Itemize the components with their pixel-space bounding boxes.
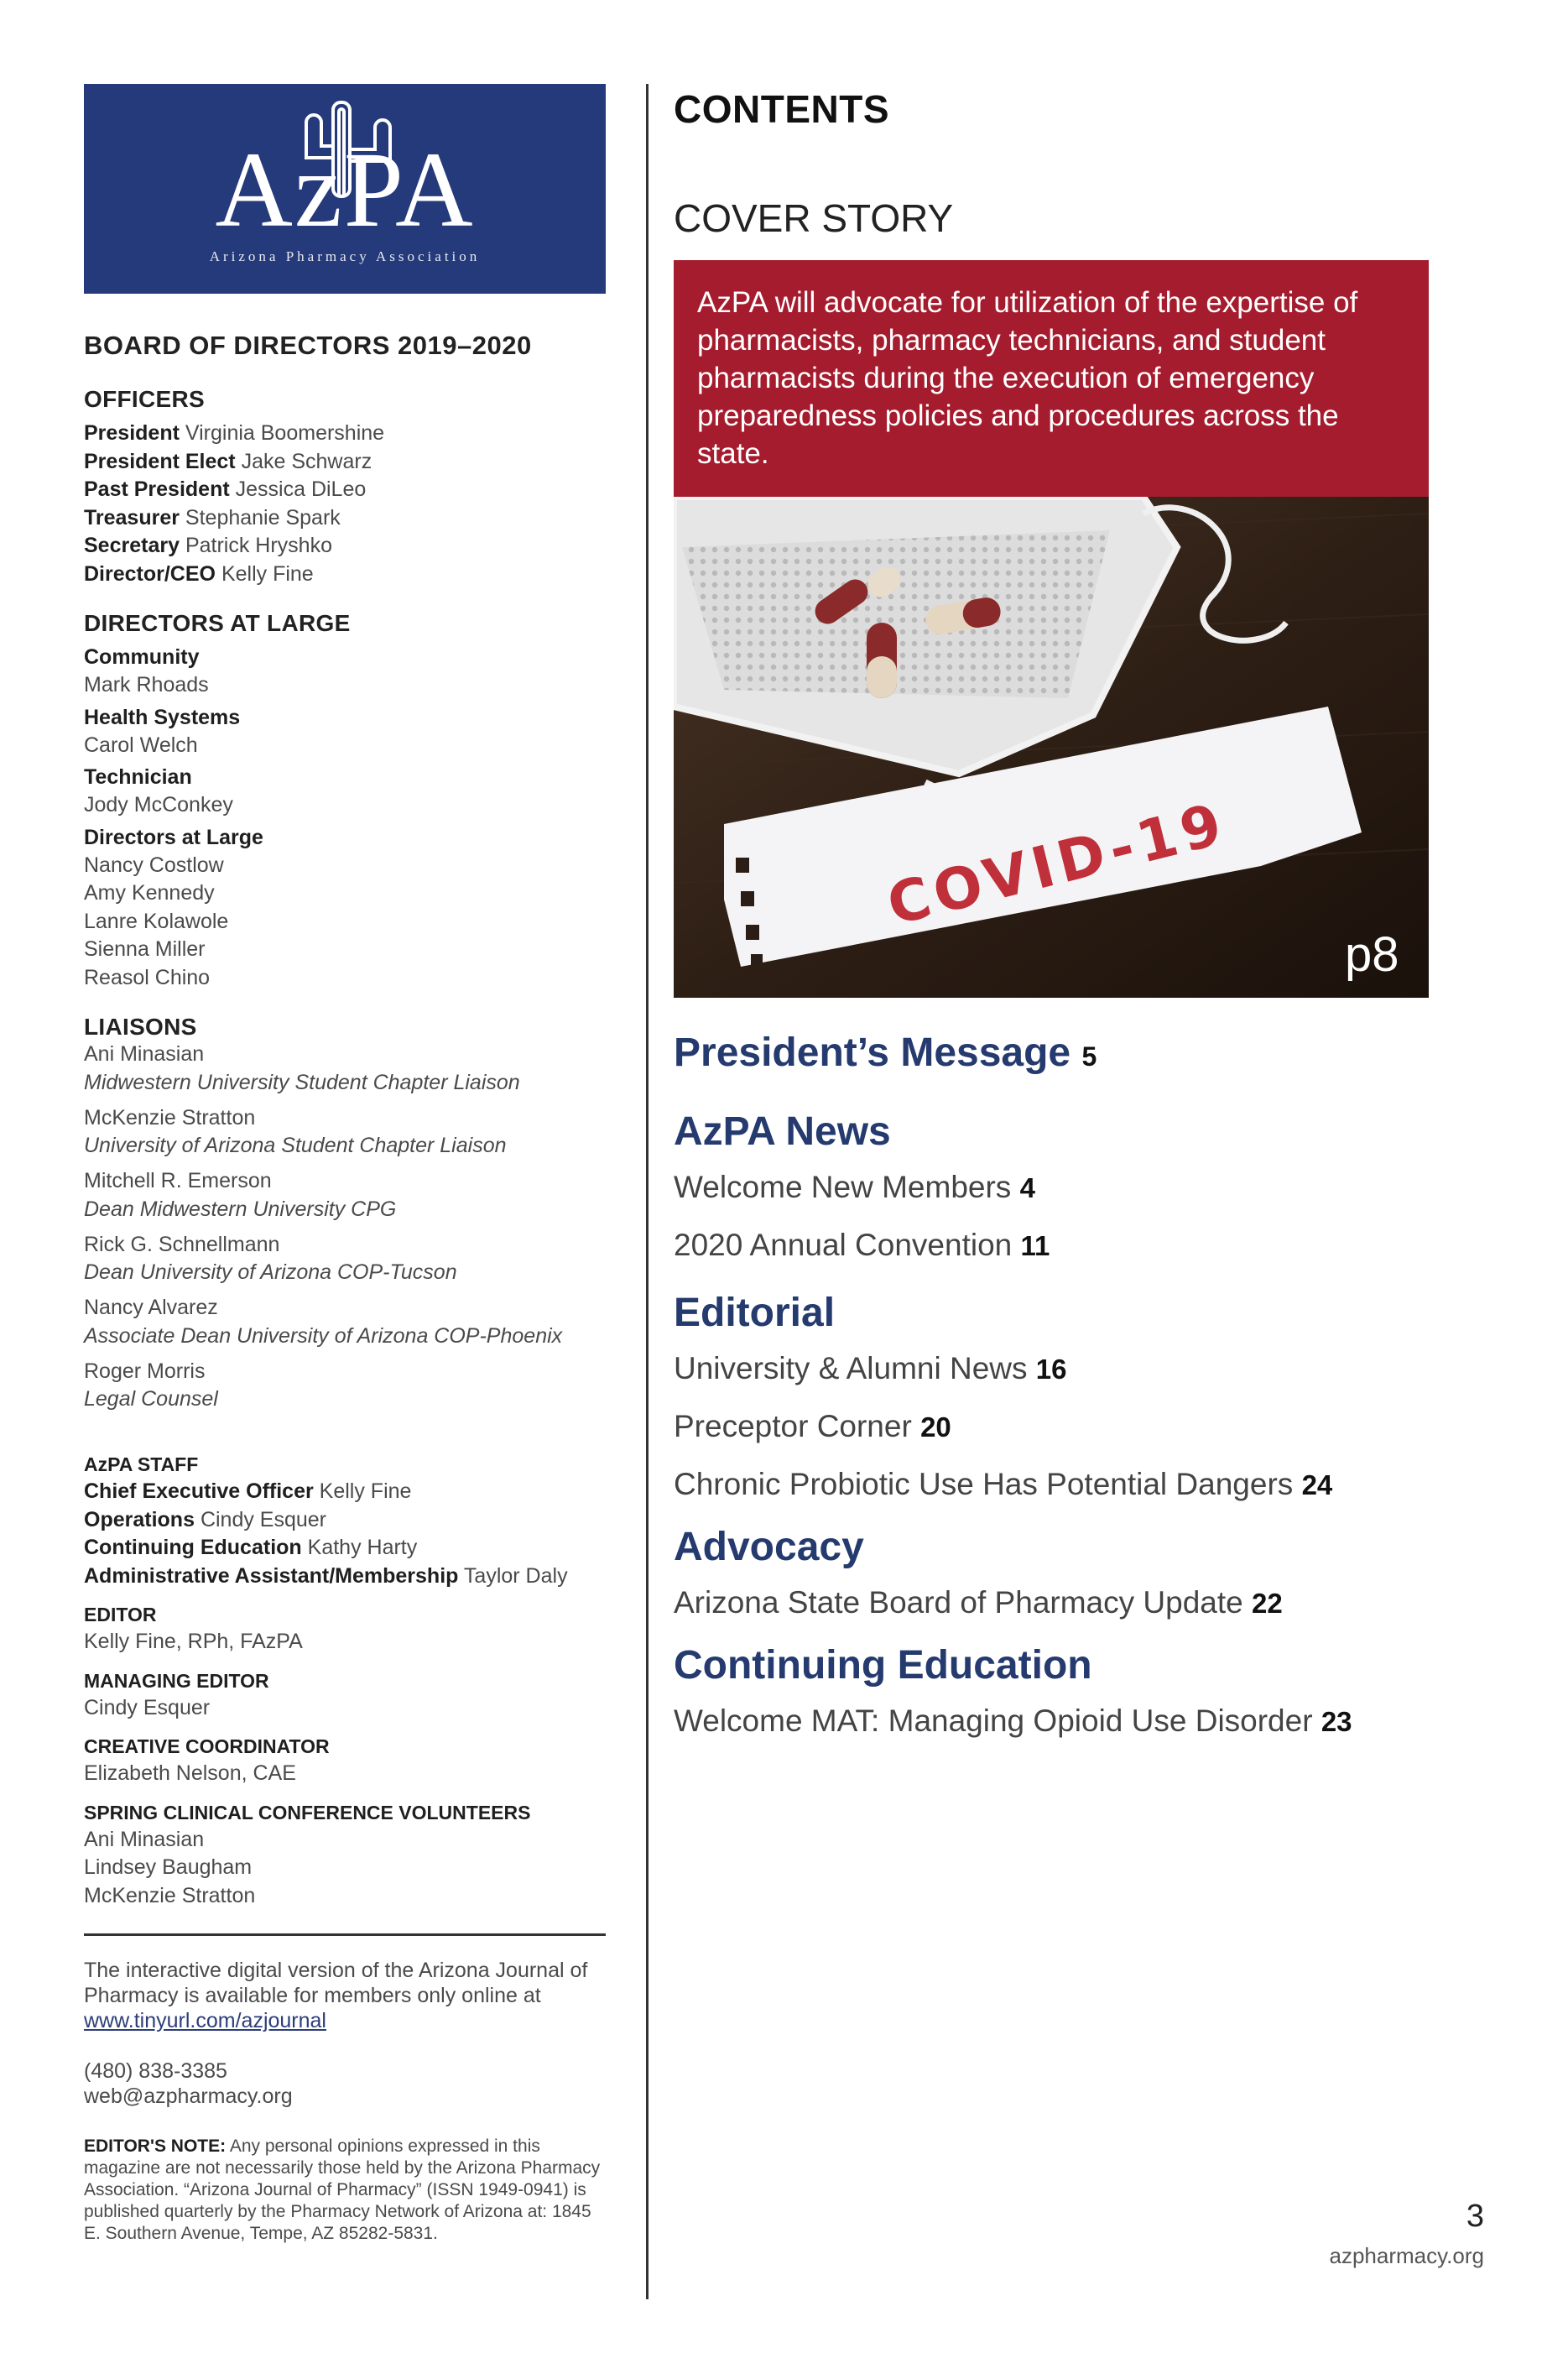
editors-note: EDITOR'S NOTE: Any personal opinions expressed in this magazine are not necessarily those held by the Arizona Pharmacy Association. “Arizona Journal of Pharmacy” (ISSN 1949-0941) is published quarterly by the Pharmacy Network of Arizona at: 1845 E. Southern Avenue, Tempe, AZ 85282-5831.	[84, 2136, 601, 2243]
toc-list	[674, 1028, 1429, 1742]
creative-coordinator-name: Elizabeth Nelson, CAE	[84, 1761, 296, 1785]
toc-item[interactable]: University & Alumni News 16	[674, 1351, 1067, 1385]
liaison-entry: Rick G. Schnellmann Dean University of Arizona COP-Tucson	[84, 1232, 457, 1284]
contact-email[interactable]: web@azpharmacy.org	[84, 2084, 293, 2108]
toc-item[interactable]: 2020 Annual Convention 11	[674, 1228, 1050, 1262]
managing-editor-name: Cindy Esquer	[84, 1695, 211, 1719]
director-group: Health Systems	[84, 705, 241, 729]
staff-row: Administrative Assistant/Membership Taylor Daly	[84, 1563, 568, 1588]
digital-version-note: The interactive digital version of the Arizona Journal of Pharmacy is available for members only online at www.tinyurl.com/azjournal	[84, 1959, 588, 2032]
contents-column	[674, 84, 1429, 1742]
director-name: Amy Kennedy	[84, 881, 215, 905]
director-name: Nancy Costlow	[84, 853, 224, 877]
officer-row: Secretary Patrick Hryshko	[84, 534, 332, 557]
staff-row: Continuing Education Kathy Harty	[84, 1536, 418, 1559]
cover-photo	[674, 497, 1429, 998]
officer-row: Past President Jessica DiLeo	[84, 477, 367, 501]
toc-item[interactable]: Arizona State Board of Pharmacy Update 22	[674, 1585, 1283, 1620]
cover-page-label: p8	[1345, 927, 1399, 982]
staff-list	[84, 1478, 606, 1590]
covid-note-text: COVID-19	[881, 790, 1233, 939]
liaisons-list	[84, 1041, 606, 1413]
director-name: Carol Welch	[84, 733, 198, 757]
liaisons-heading: LIAISONS	[84, 1014, 197, 1040]
officer-row: Treasurer Stephanie Spark	[84, 505, 341, 530]
director-name: Jody McConkey	[84, 793, 233, 817]
cover-story-text: AzPA will advocate for utilization of the expertise of pharmacists, pharmacy technicians, and student pharmacists during the execution of emergency preparedness policies and procedures across the state.	[674, 260, 1429, 497]
toc-item[interactable]: Chronic Probiotic Use Has Potential Dangers 24	[674, 1467, 1333, 1501]
masthead-column	[84, 84, 606, 2245]
phone-number: (480) 838-3385	[84, 2059, 227, 2083]
contents-title: CONTENTS	[674, 87, 889, 131]
director-group: Directors at Large	[84, 825, 263, 849]
officer-row: Director/CEO Kelly Fine	[84, 561, 314, 586]
director-group: Technician	[84, 765, 192, 789]
logo-subtitle: Arizona Pharmacy Association	[209, 248, 481, 264]
journal-link[interactable]: www.tinyurl.com/azjournal	[84, 2009, 326, 2032]
cover-story[interactable]	[674, 260, 1429, 998]
cactus-icon	[281, 99, 407, 200]
azpa-logo	[84, 84, 606, 294]
liaison-entry: Nancy Alvarez Associate Dean University of Arizona COP-Phoenix	[84, 1296, 563, 1348]
directors-list	[84, 644, 606, 992]
creative-coordinator-heading: CREATIVE COORDINATOR	[84, 1735, 330, 1757]
staff-row: Operations Cindy Esquer	[84, 1507, 327, 1531]
staff-row: Chief Executive Officer Kelly Fine	[84, 1479, 412, 1503]
volunteer-name: Ani Minasian	[84, 1827, 205, 1851]
cover-story-heading: COVER STORY	[674, 196, 954, 240]
director-name: Reasol Chino	[84, 965, 211, 989]
logo-wordmark: AzPA	[215, 130, 475, 249]
director-name: Mark Rhoads	[84, 673, 209, 697]
liaison-entry: Ani Minasian Midwestern University Student Chapter Liaison	[84, 1042, 520, 1094]
volunteer-name: Lindsey Baugham	[84, 1855, 253, 1879]
toc-presidents-message[interactable]: President’s Message 5	[674, 1030, 1097, 1075]
editor-name: Kelly Fine, RPh, FAzPA	[84, 1630, 303, 1653]
board-title: BOARD OF DIRECTORS 2019–2020	[84, 331, 532, 360]
liaison-entry: Mitchell R. Emerson Dean Midwestern University CPG	[84, 1169, 397, 1221]
column-divider	[646, 84, 649, 2299]
toc-section-editorial: Editorial	[674, 1291, 836, 1335]
toc-item[interactable]: Welcome MAT: Managing Opioid Use Disorder 23	[674, 1703, 1352, 1738]
directors-heading: DIRECTORS AT LARGE	[84, 610, 351, 636]
staff-heading: AzPA STAFF	[84, 1453, 199, 1475]
officer-row: President Elect Jake Schwarz	[84, 449, 372, 473]
director-name: Lanre Kolawole	[84, 909, 229, 933]
site-url: azpharmacy.org	[1329, 2243, 1484, 2268]
toc-section-azpa-news: AzPA News	[674, 1109, 891, 1154]
director-name: Sienna Miller	[84, 937, 206, 961]
volunteers-heading: SPRING CLINICAL CONFERENCE VOLUNTEERS	[84, 1801, 531, 1823]
liaison-entry: McKenzie Stratton University of Arizona Student Chapter Liaison	[84, 1105, 507, 1157]
officers-heading: OFFICERS	[84, 386, 205, 412]
toc-item[interactable]: Preceptor Corner 20	[674, 1409, 951, 1443]
footer-divider	[84, 1933, 606, 1936]
editor-heading: EDITOR	[84, 1604, 157, 1625]
toc-section-continuing-education: Continuing Education	[674, 1643, 1092, 1688]
volunteer-name: McKenzie Stratton	[84, 1883, 256, 1907]
managing-editor-heading: MANAGING EDITOR	[84, 1669, 269, 1692]
page-number: 3	[1466, 2199, 1484, 2234]
officer-row: President Virginia Boomershine	[84, 421, 385, 445]
liaison-entry: Roger Morris Legal Counsel	[84, 1359, 218, 1411]
director-group: Community	[84, 645, 200, 669]
officers-list	[84, 420, 606, 588]
toc-section-advocacy: Advocacy	[674, 1525, 864, 1569]
toc-item[interactable]: Welcome New Members 4	[674, 1170, 1035, 1204]
